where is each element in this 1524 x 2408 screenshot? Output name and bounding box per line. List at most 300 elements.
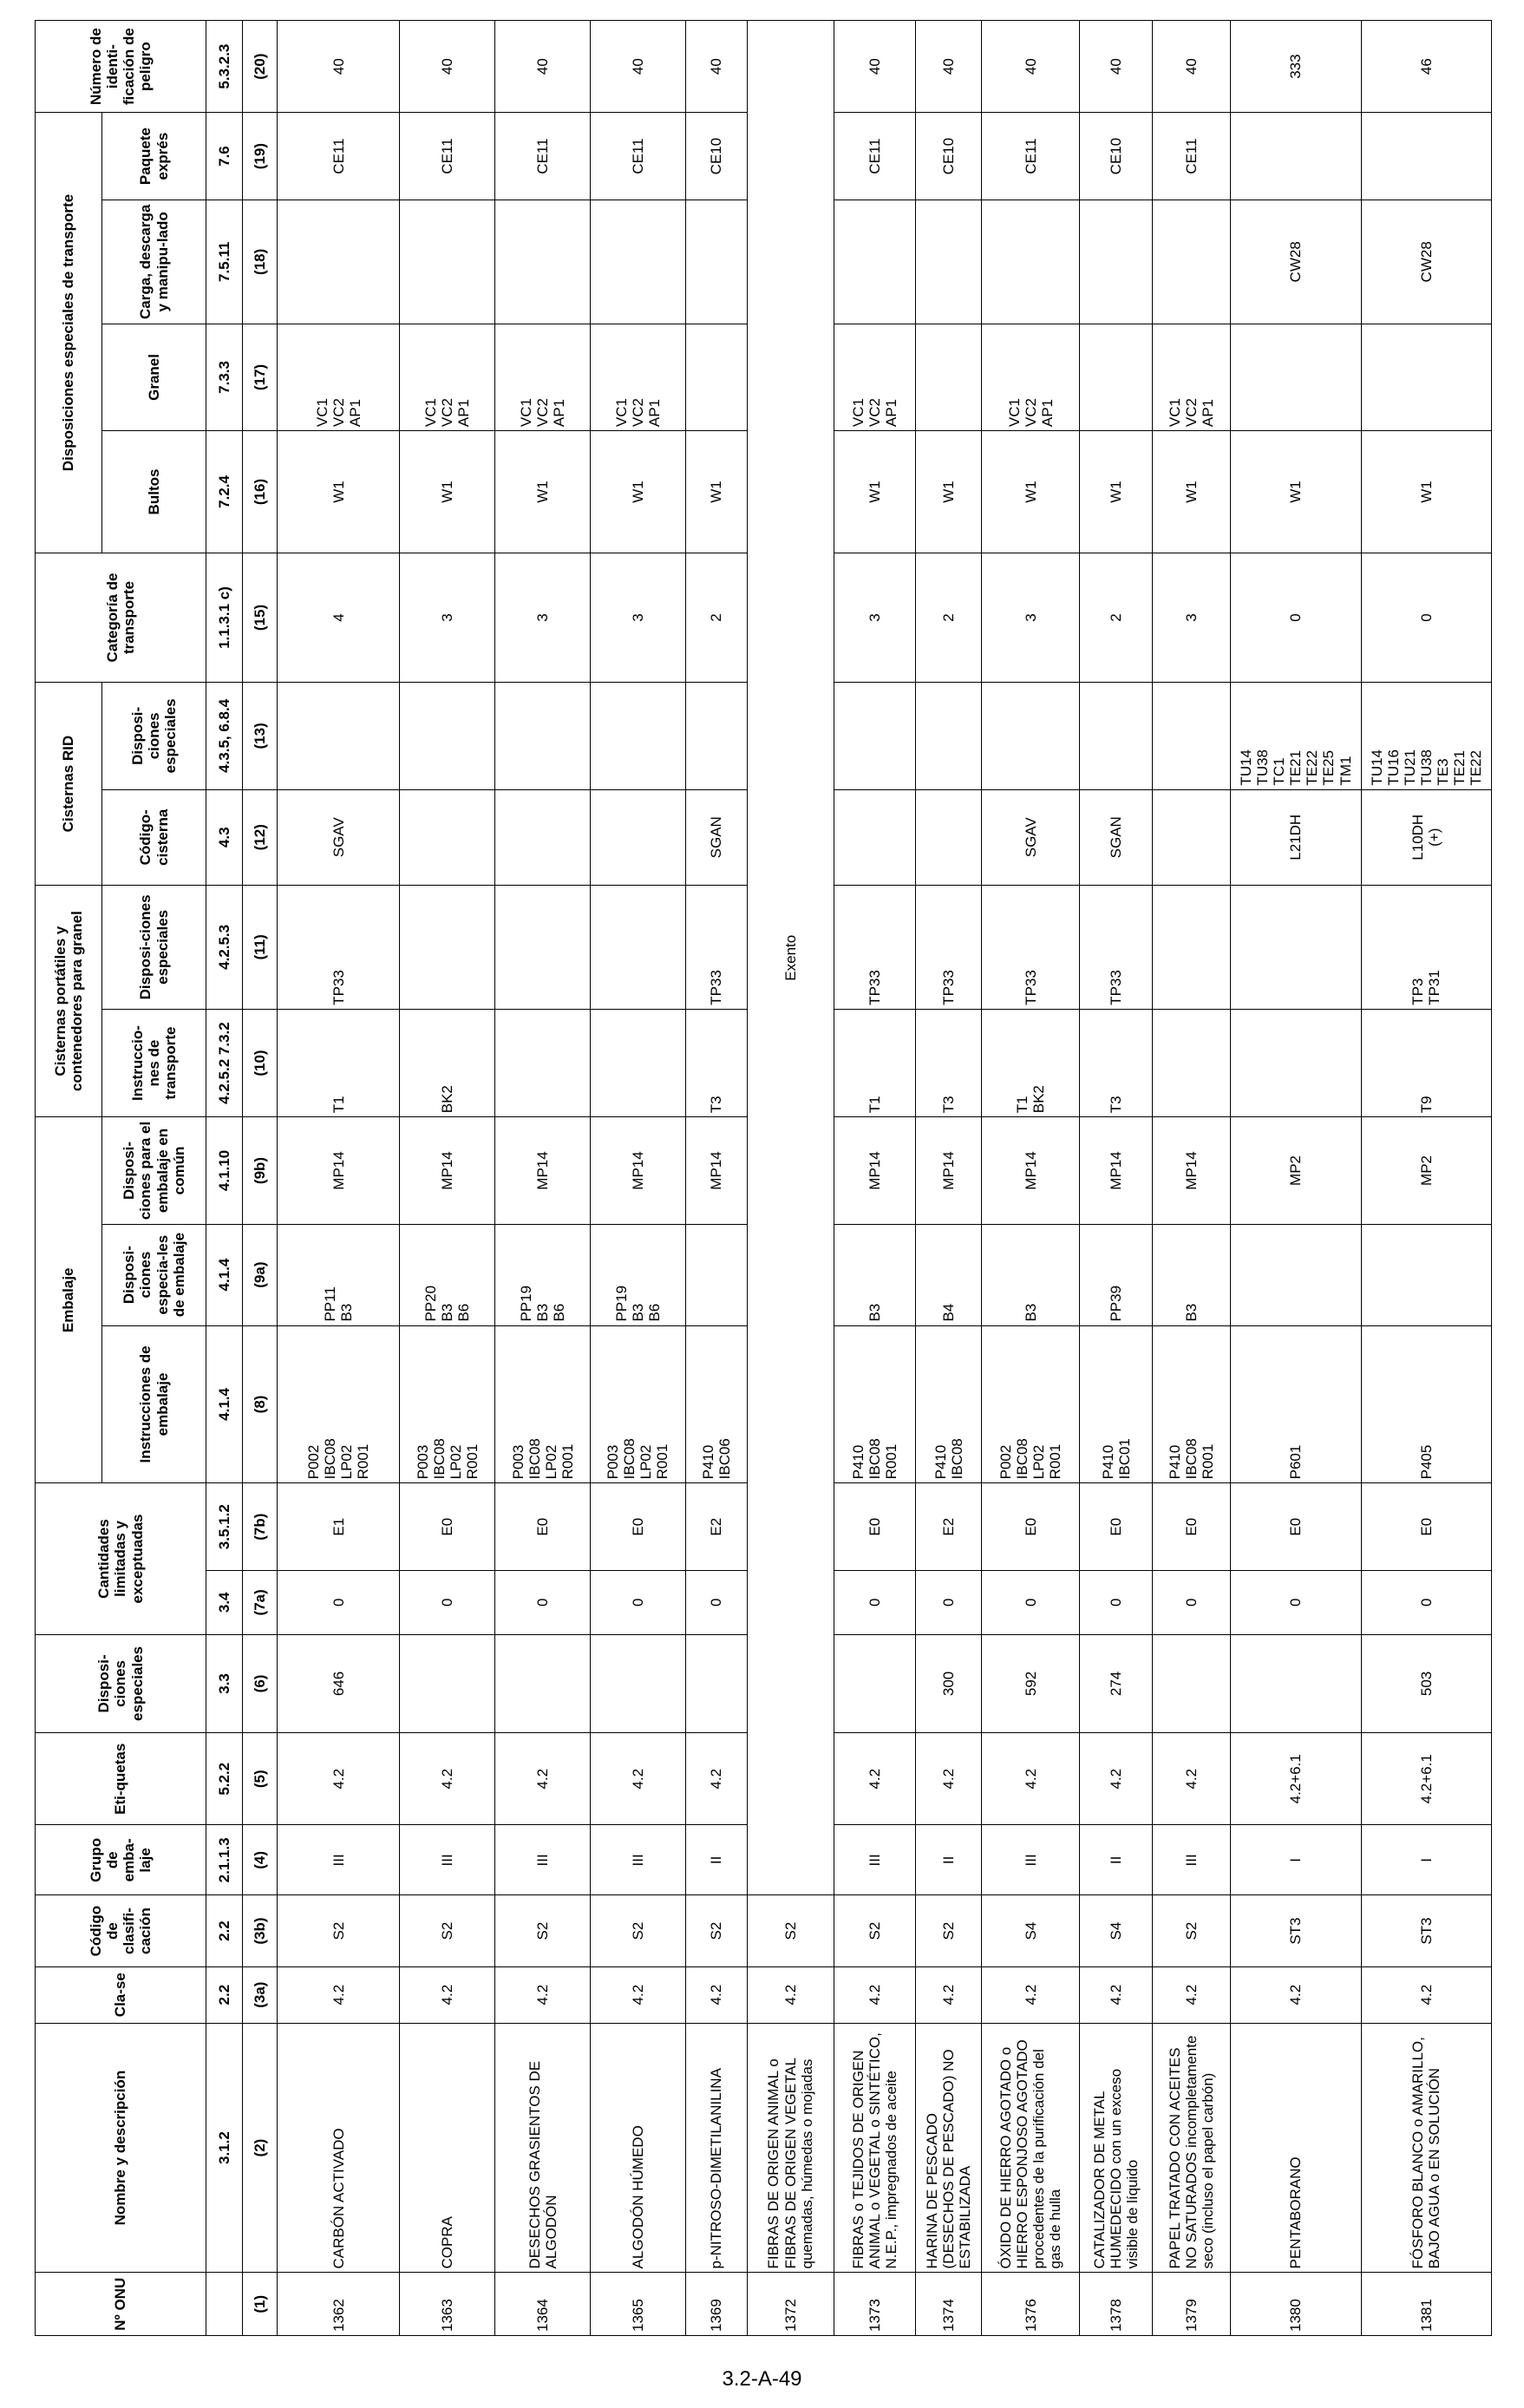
cell-pg: III xyxy=(834,1825,916,1895)
cell-hazard: 40 xyxy=(982,21,1080,113)
column-number-cell: (12) xyxy=(243,789,278,885)
cell-exp xyxy=(1231,113,1361,200)
cell-lq: 0 xyxy=(916,1571,982,1635)
cell-tsp xyxy=(1231,885,1361,1009)
cell-exp xyxy=(1361,113,1491,200)
header-carga: Carga, descarga y manipu-lado xyxy=(102,200,206,324)
cell-mp: MP14 xyxy=(916,1117,982,1224)
cell-tsp2 xyxy=(400,683,495,789)
column-number-cell: (16) xyxy=(243,431,278,553)
cell-mp: MP14 xyxy=(982,1117,1080,1224)
cell-sp xyxy=(685,1634,747,1733)
reference-cell: 7.5.11 xyxy=(206,200,243,324)
table-row xyxy=(1231,21,1361,2336)
cell-labels: 4.2 xyxy=(1153,1733,1231,1825)
reference-cell: 4.2.5.3 xyxy=(206,885,243,1009)
cell-bulk xyxy=(685,324,747,430)
cell-bulk xyxy=(1231,324,1361,430)
cell-name: FÓSFORO BLANCO o AMARILLO, BAJO AGUA o EN SOLUCIÓN xyxy=(1361,2023,1491,2273)
cell-tcode xyxy=(916,789,982,885)
column-number-cell: (13) xyxy=(243,683,278,789)
cell-cat: 3 xyxy=(400,553,495,682)
cell-hazard: 40 xyxy=(1153,21,1231,113)
reference-cell: 4.1.4 xyxy=(206,1325,243,1483)
cell-pp: B3 xyxy=(1153,1224,1231,1325)
header-disp-cist-rid: Disposi-ciones especiales xyxy=(102,683,206,789)
cell-tinstr: T3 xyxy=(916,1009,982,1116)
cell-hazard: 46 xyxy=(1361,21,1491,113)
column-number-cell: (20) xyxy=(243,21,278,113)
cell-load xyxy=(685,200,747,324)
cell-exp: CE10 xyxy=(916,113,982,200)
column-number-cell: (9a) xyxy=(243,1224,278,1325)
cell-exp: CE11 xyxy=(495,113,591,200)
cell-un: 1373 xyxy=(834,2273,916,2336)
cell-tsp2 xyxy=(982,683,1080,789)
cell-eq: E0 xyxy=(591,1483,686,1571)
cell-pg: III xyxy=(495,1825,591,1895)
cell-pp: PP20 B3 B6 xyxy=(400,1224,495,1325)
cell-un: 1376 xyxy=(982,2273,1080,2336)
cell-exp: CE11 xyxy=(1153,113,1231,200)
cell-pi: P410 IBC08 xyxy=(916,1325,982,1483)
cell-pg: III xyxy=(278,1825,400,1895)
column-number-cell: (7a) xyxy=(243,1571,278,1635)
dangerous-goods-table xyxy=(35,20,1492,2336)
cell-labels: 4.2 xyxy=(400,1733,495,1825)
cell-code: S2 xyxy=(916,1895,982,1966)
cell-pi: P003 IBC08 LP02 R001 xyxy=(591,1325,686,1483)
cell-bulk xyxy=(916,324,982,430)
table-row xyxy=(278,21,400,2336)
header-disp-cist-port: Disposi-ciones especiales xyxy=(102,885,206,1009)
cell-un: 1374 xyxy=(916,2273,982,2336)
cell-tsp2 xyxy=(495,683,591,789)
cell-pp: PP11 B3 xyxy=(278,1224,400,1325)
table-row xyxy=(916,21,982,2336)
cell-un: 1362 xyxy=(278,2273,400,2336)
cell-cls: 4.2 xyxy=(278,1966,400,2023)
cell-tinstr: T1 xyxy=(278,1009,400,1116)
cell-exp: CE10 xyxy=(685,113,747,200)
cell-mp: MP14 xyxy=(834,1117,916,1224)
cell-cls: 4.2 xyxy=(916,1966,982,2023)
cell-hazard: 40 xyxy=(834,21,916,113)
table-row xyxy=(1080,21,1153,2336)
column-number-row xyxy=(243,21,278,2336)
reference-cell: 2.2 xyxy=(206,1895,243,1966)
cell-exento: Exento xyxy=(747,21,834,1895)
cell-labels: 4.2 xyxy=(982,1733,1080,1825)
cell-cls: 4.2 xyxy=(1361,1966,1491,2023)
cell-labels: 4.2 xyxy=(278,1733,400,1825)
cell-cls: 4.2 xyxy=(982,1966,1080,2023)
cell-bulk xyxy=(1361,324,1491,430)
header-disp-comun: Disposi-ciones para el embalaje en común xyxy=(102,1117,206,1224)
reference-cell: 4.1.10 xyxy=(206,1117,243,1224)
table-row xyxy=(1361,21,1491,2336)
cell-cls: 4.2 xyxy=(495,1966,591,2023)
cell-cls: 4.2 xyxy=(1231,1966,1361,2023)
cell-pp: PP19 B3 B6 xyxy=(591,1224,686,1325)
reference-cell xyxy=(206,2273,243,2336)
column-number-cell: (9b) xyxy=(243,1117,278,1224)
cell-tinstr: BK2 xyxy=(400,1009,495,1116)
cell-pg: II xyxy=(1080,1825,1153,1895)
cell-bulk: VC1 VC2 AP1 xyxy=(400,324,495,430)
header-bultos: Bultos xyxy=(102,431,206,553)
cell-name: HARINA DE PESCADO (DESECHOS DE PESCADO) NO ESTABILIZADA xyxy=(916,2023,982,2273)
cell-cat: 2 xyxy=(685,553,747,682)
cell-cat: 0 xyxy=(1231,553,1361,682)
cell-pp: PP19 B3 B6 xyxy=(495,1224,591,1325)
cell-bulk xyxy=(1080,324,1153,430)
header-grupo: Grupo de emba-laje xyxy=(36,1825,206,1895)
cell-sp xyxy=(1153,1634,1231,1733)
cell-code: S2 xyxy=(1153,1895,1231,1966)
column-number-cell: (15) xyxy=(243,553,278,682)
cell-lq: 0 xyxy=(1153,1571,1231,1635)
cell-tsp2 xyxy=(1153,683,1231,789)
cell-tinstr: T3 xyxy=(1080,1009,1153,1116)
cell-cls: 4.2 xyxy=(747,1966,834,2023)
table-body xyxy=(278,21,1492,2336)
cell-eq: E0 xyxy=(400,1483,495,1571)
column-number-cell: (6) xyxy=(243,1634,278,1733)
column-number-cell: (5) xyxy=(243,1733,278,1825)
cell-cat: 3 xyxy=(982,553,1080,682)
cell-cls: 4.2 xyxy=(685,1966,747,2023)
rotated-page xyxy=(35,20,1492,2336)
cell-cat: 3 xyxy=(495,553,591,682)
cell-hazard: 40 xyxy=(278,21,400,113)
cell-tcode xyxy=(591,789,686,885)
cell-pg: II xyxy=(916,1825,982,1895)
cell-cls: 4.2 xyxy=(591,1966,686,2023)
cell-lq: 0 xyxy=(400,1571,495,1635)
cell-tinstr xyxy=(591,1009,686,1116)
cell-pkg: W1 xyxy=(278,431,400,553)
cell-pp: B4 xyxy=(916,1224,982,1325)
cell-pi: P410 IBC08 R001 xyxy=(1153,1325,1231,1483)
cell-name: COPRA xyxy=(400,2023,495,2273)
cell-eq: E0 xyxy=(495,1483,591,1571)
cell-tsp: TP33 xyxy=(982,885,1080,1009)
column-number-cell: (4) xyxy=(243,1825,278,1895)
cell-load xyxy=(591,200,686,324)
cell-pg: III xyxy=(982,1825,1080,1895)
cell-tsp2: TU14 TU38 TC1 TE21 TE22 TE25 TM1 xyxy=(1231,683,1361,789)
cell-bulk: VC1 VC2 AP1 xyxy=(591,324,686,430)
cell-pi: P601 xyxy=(1231,1325,1361,1483)
cell-pkg: W1 xyxy=(591,431,686,553)
cell-load xyxy=(916,200,982,324)
reference-cell: 4.3 xyxy=(206,789,243,885)
cell-pkg: W1 xyxy=(495,431,591,553)
column-number-cell: (3b) xyxy=(243,1895,278,1966)
cell-pi: P002 IBC08 LP02 R001 xyxy=(982,1325,1080,1483)
cell-code: S2 xyxy=(495,1895,591,1966)
cell-sp: 300 xyxy=(916,1634,982,1733)
table-row xyxy=(400,21,495,2336)
cell-tcode xyxy=(834,789,916,885)
header-disp-esp: Disposi-ciones especiales xyxy=(36,1634,206,1733)
cell-eq: E2 xyxy=(685,1483,747,1571)
cell-sp xyxy=(834,1634,916,1733)
cell-bulk: VC1 VC2 AP1 xyxy=(1153,324,1231,430)
cell-lq: 0 xyxy=(834,1571,916,1635)
cell-lq: 0 xyxy=(278,1571,400,1635)
cell-pp: PP39 xyxy=(1080,1224,1153,1325)
cell-labels: 4.2+6.1 xyxy=(1231,1733,1361,1825)
cell-load xyxy=(278,200,400,324)
page-number: 3.2-A-49 xyxy=(722,2367,802,2391)
cell-pp xyxy=(1361,1224,1491,1325)
cell-mp: MP14 xyxy=(591,1117,686,1224)
cell-pi: P410 IBC01 xyxy=(1080,1325,1153,1483)
header-clase: Cla-se xyxy=(36,1966,206,2023)
header-codigo: Código de clasifi-cación xyxy=(36,1895,206,1966)
cell-mp: MP14 xyxy=(1080,1117,1153,1224)
cell-lq: 0 xyxy=(1361,1571,1491,1635)
cell-pkg: W1 xyxy=(1231,431,1361,553)
cell-tcode xyxy=(1153,789,1231,885)
cell-pi: P003 IBC08 LP02 R001 xyxy=(495,1325,591,1483)
cell-pp: B3 xyxy=(982,1224,1080,1325)
cell-eq: E0 xyxy=(1361,1483,1491,1571)
cell-load xyxy=(1153,200,1231,324)
cell-un: 1372 xyxy=(747,2273,834,2336)
cell-pp xyxy=(685,1224,747,1325)
cell-eq: E1 xyxy=(278,1483,400,1571)
header-paquete: Paquete exprés xyxy=(102,113,206,200)
cell-tsp xyxy=(591,885,686,1009)
cell-lq: 0 xyxy=(1231,1571,1361,1635)
cell-name: ALGODÓN HÚMEDO xyxy=(591,2023,686,2273)
cell-un: 1369 xyxy=(685,2273,747,2336)
cell-exp: CE11 xyxy=(982,113,1080,200)
table-row xyxy=(591,21,686,2336)
cell-tinstr: T9 xyxy=(1361,1009,1491,1116)
cell-tsp2 xyxy=(278,683,400,789)
cell-sp: 646 xyxy=(278,1634,400,1733)
reference-cell: 7.2.4 xyxy=(206,431,243,553)
cell-tinstr: T1 BK2 xyxy=(982,1009,1080,1116)
cell-pkg: W1 xyxy=(1153,431,1231,553)
cell-pg: III xyxy=(1153,1825,1231,1895)
header-disp-emb-esp: Disposi-ciones especia-les de embalaje xyxy=(102,1224,206,1325)
cell-cls: 4.2 xyxy=(1153,1966,1231,2023)
cell-eq: E0 xyxy=(1080,1483,1153,1571)
cell-lq: 0 xyxy=(591,1571,686,1635)
cell-un: 1381 xyxy=(1361,2273,1491,2336)
cell-cat: 3 xyxy=(834,553,916,682)
cell-tcode xyxy=(495,789,591,885)
column-number-cell: (11) xyxy=(243,885,278,1009)
cell-tcode: L10DH (+) xyxy=(1361,789,1491,885)
cell-hazard: 333 xyxy=(1231,21,1361,113)
cell-tsp2 xyxy=(834,683,916,789)
cell-lq: 0 xyxy=(982,1571,1080,1635)
cell-mp: MP14 xyxy=(278,1117,400,1224)
cell-bulk: VC1 VC2 AP1 xyxy=(495,324,591,430)
column-number-cell: (1) xyxy=(243,2273,278,2336)
cell-lq: 0 xyxy=(685,1571,747,1635)
cell-hazard: 40 xyxy=(1080,21,1153,113)
cell-load: CW28 xyxy=(1231,200,1361,324)
cell-pg: I xyxy=(1231,1825,1361,1895)
cell-labels: 4.2 xyxy=(834,1733,916,1825)
cell-pkg: W1 xyxy=(400,431,495,553)
cell-tsp2: TU14 TU16 TU21 TU38 TE3 TE21 TE22 xyxy=(1361,683,1491,789)
cell-eq: E2 xyxy=(916,1483,982,1571)
cell-load xyxy=(834,200,916,324)
reference-cell: 2.2 xyxy=(206,1966,243,2023)
cell-code: S2 xyxy=(278,1895,400,1966)
cell-pg: III xyxy=(591,1825,686,1895)
cell-cat: 4 xyxy=(278,553,400,682)
cell-eq: E0 xyxy=(834,1483,916,1571)
cell-tsp: TP33 xyxy=(685,885,747,1009)
cell-load xyxy=(982,200,1080,324)
column-number-cell: (3a) xyxy=(243,1966,278,2023)
cell-load xyxy=(495,200,591,324)
cell-tsp: TP33 xyxy=(916,885,982,1009)
cell-name: FIBRAS DE ORIGEN ANIMAL o FIBRAS DE ORIGEN VEGETAL quemadas, húmedas o mojadas xyxy=(747,2023,834,2273)
cell-pkg: W1 xyxy=(834,431,916,553)
reference-cell: 4.1.4 xyxy=(206,1224,243,1325)
cell-labels: 4.2 xyxy=(916,1733,982,1825)
reference-cell: 7.6 xyxy=(206,113,243,200)
reference-cell: 3.3 xyxy=(206,1634,243,1733)
cell-eq: E0 xyxy=(982,1483,1080,1571)
cell-cat: 2 xyxy=(1080,553,1153,682)
reference-cell: 2.1.1.3 xyxy=(206,1825,243,1895)
reference-cell: 1.1.3.1 c) xyxy=(206,553,243,682)
cell-pkg: W1 xyxy=(685,431,747,553)
cell-sp xyxy=(591,1634,686,1733)
header-cisternas-rid: Cisternas RID xyxy=(36,683,102,886)
cell-un: 1364 xyxy=(495,2273,591,2336)
cell-sp xyxy=(400,1634,495,1733)
cell-tsp xyxy=(1153,885,1231,1009)
cell-labels: 4.2 xyxy=(591,1733,686,1825)
cell-cls: 4.2 xyxy=(400,1966,495,2023)
reference-cell: 3.5.1.2 xyxy=(206,1483,243,1571)
column-number-cell: (18) xyxy=(243,200,278,324)
cell-labels: 4.2 xyxy=(1080,1733,1153,1825)
cell-sp: 592 xyxy=(982,1634,1080,1733)
header-instrucciones: Instrucciones de embalaje xyxy=(102,1325,206,1483)
cell-bulk: VC1 VC2 AP1 xyxy=(982,324,1080,430)
cell-hazard: 40 xyxy=(400,21,495,113)
cell-tsp: TP3 TP31 xyxy=(1361,885,1491,1009)
cell-labels: 4.2 xyxy=(685,1733,747,1825)
cell-pg: II xyxy=(685,1825,747,1895)
reference-cell: 7.3.3 xyxy=(206,324,243,430)
header-numero-peligro: Número de identi-ficación de peligro xyxy=(36,21,206,113)
cell-name: FIBRAS o TEJIDOS DE ORIGEN ANIMAL o VEGETAL o SINTÉTICO, N.E.P., impregnados de aceite xyxy=(834,2023,916,2273)
cell-tcode: SGAV xyxy=(982,789,1080,885)
reference-cell: 3.4 xyxy=(206,1571,243,1635)
cell-pi: P405 xyxy=(1361,1325,1491,1483)
cell-tinstr: T1 xyxy=(834,1009,916,1116)
table-rotator xyxy=(35,20,1492,2336)
header-disp-transporte: Disposiciones especiales de transporte xyxy=(36,113,102,553)
table-row xyxy=(495,21,591,2336)
cell-bulk: VC1 VC2 AP1 xyxy=(278,324,400,430)
cell-hazard: 40 xyxy=(916,21,982,113)
cell-bulk: VC1 VC2 AP1 xyxy=(834,324,916,430)
cell-lq: 0 xyxy=(1080,1571,1153,1635)
cell-mp: MP14 xyxy=(685,1117,747,1224)
column-number-cell: (2) xyxy=(243,2023,278,2273)
cell-pp xyxy=(1231,1224,1361,1325)
cell-eq: E0 xyxy=(1153,1483,1231,1571)
cell-exp: CE11 xyxy=(400,113,495,200)
column-number-cell: (10) xyxy=(243,1009,278,1116)
header-cisternas-port: Cisternas portátiles y contenedores para granel xyxy=(36,885,102,1116)
cell-code: S2 xyxy=(400,1895,495,1966)
cell-name: PAPEL TRATADO CON ACEITES NO SATURADOS incompletamente seco (incluso el papel carbón) xyxy=(1153,2023,1231,2273)
header-cantidades: Cantidades limitadas y exceptuadas xyxy=(36,1483,206,1634)
table-row xyxy=(982,21,1080,2336)
cell-tsp2 xyxy=(591,683,686,789)
cell-pkg: W1 xyxy=(916,431,982,553)
cell-tcode: SGAV xyxy=(278,789,400,885)
cell-mp: MP14 xyxy=(495,1117,591,1224)
cell-tsp2 xyxy=(685,683,747,789)
column-number-cell: (8) xyxy=(243,1325,278,1483)
cell-pkg: W1 xyxy=(1361,431,1491,553)
cell-tsp: TP33 xyxy=(278,885,400,1009)
cell-pg: III xyxy=(400,1825,495,1895)
cell-code: S4 xyxy=(1080,1895,1153,1966)
header-codigo-cisterna: Código-cisterna xyxy=(102,789,206,885)
cell-labels: 4.2 xyxy=(495,1733,591,1825)
cell-hazard: 40 xyxy=(685,21,747,113)
cell-tinstr: T3 xyxy=(685,1009,747,1116)
table-row xyxy=(1153,21,1231,2336)
column-number-cell: (7b) xyxy=(243,1483,278,1571)
cell-name: ÓXIDO DE HIERRO AGOTADO o HIERRO ESPONJOSO AGOTADO procedentes de la purificación del gas de hulla xyxy=(982,2023,1080,2273)
column-number-cell: (17) xyxy=(243,324,278,430)
cell-tcode: SGAN xyxy=(1080,789,1153,885)
cell-cls: 4.2 xyxy=(834,1966,916,2023)
reference-cell: 3.1.2 xyxy=(206,2023,243,2273)
cell-sp xyxy=(1231,1634,1361,1733)
cell-code: ST3 xyxy=(1231,1895,1361,1966)
reference-row xyxy=(206,21,243,2336)
cell-code: S2 xyxy=(747,1895,834,1966)
cell-load xyxy=(400,200,495,324)
cell-code: S4 xyxy=(982,1895,1080,1966)
cell-code: ST3 xyxy=(1361,1895,1491,1966)
cell-mp: MP2 xyxy=(1231,1117,1361,1224)
cell-exp: CE11 xyxy=(834,113,916,200)
cell-hazard: 40 xyxy=(591,21,686,113)
cell-tcode: SGAN xyxy=(685,789,747,885)
cell-name: p-NITROSO-DIMETILANILINA xyxy=(685,2023,747,2273)
cell-pg: I xyxy=(1361,1825,1491,1895)
cell-lq: 0 xyxy=(495,1571,591,1635)
cell-un: 1363 xyxy=(400,2273,495,2336)
reference-cell: 5.3.2.3 xyxy=(206,21,243,113)
cell-pi: P003 IBC08 LP02 R001 xyxy=(400,1325,495,1483)
cell-pp: B3 xyxy=(834,1224,916,1325)
cell-mp: MP2 xyxy=(1361,1117,1491,1224)
cell-load: CW28 xyxy=(1361,200,1491,324)
